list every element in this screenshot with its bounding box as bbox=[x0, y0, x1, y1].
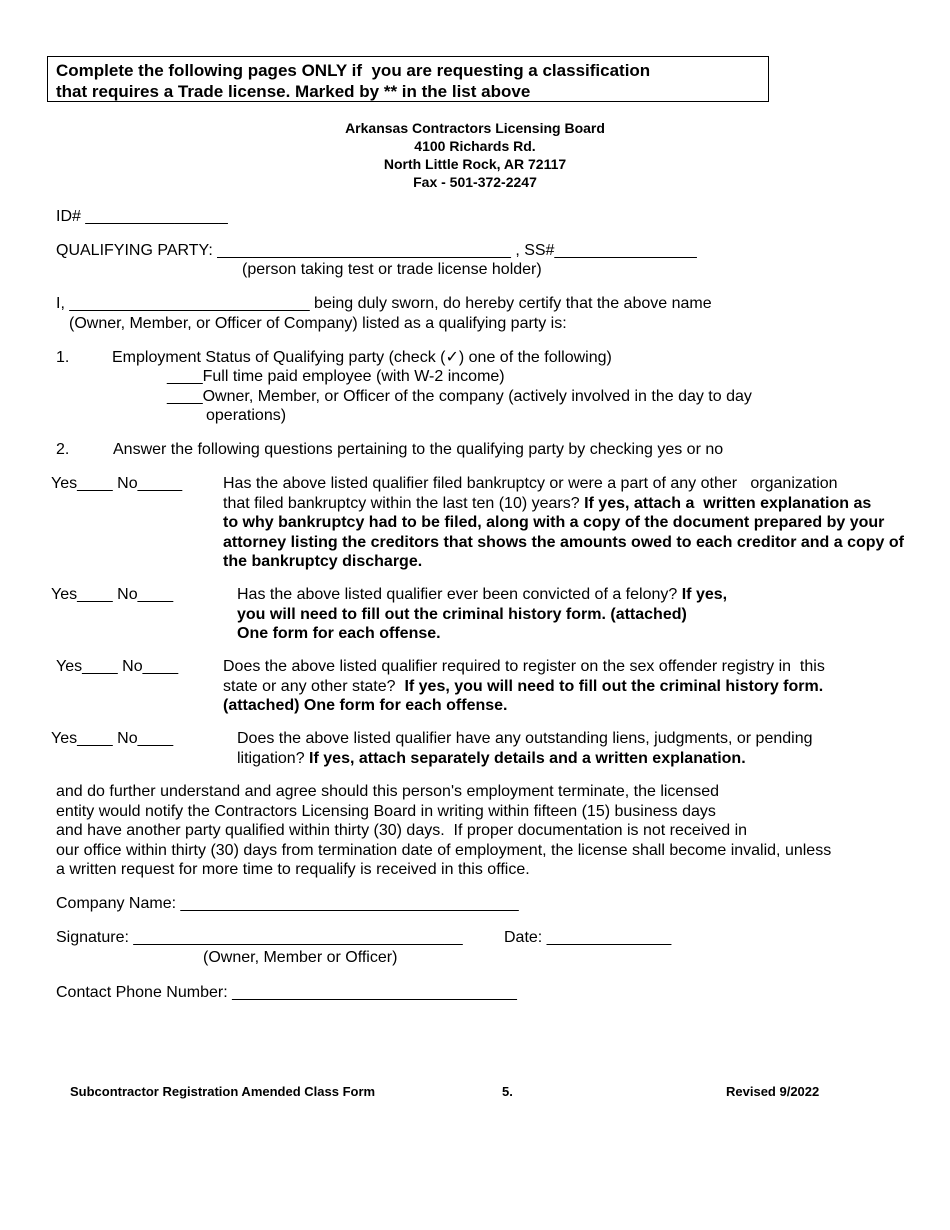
q3-yes-no[interactable]: Yes____ No____ bbox=[56, 658, 179, 675]
item-1-number: 1. bbox=[56, 349, 70, 366]
qualifying-party-note: (person taking test or trade license holder) bbox=[242, 261, 542, 278]
board-street: 4100 Richards Rd. bbox=[414, 138, 536, 154]
q1-line-1: Has the above listed qualifier filed bankruptcy or were a part of any other organization bbox=[223, 475, 838, 492]
q2-line-3: One form for each offense. bbox=[237, 625, 441, 642]
q1-line-5: the bankruptcy discharge. bbox=[223, 553, 423, 570]
id-field[interactable]: ID# ________________ bbox=[56, 208, 228, 225]
notice-line-1: Complete the following pages ONLY if you are requesting a classification bbox=[56, 61, 651, 80]
q4-line-2 bbox=[237, 749, 746, 768]
q2-line-2: you will need to fill out the criminal history form. (attached) bbox=[237, 606, 687, 623]
agreement-line-4: our office within thirty (30) days from termination date of employment, the license shall become invalid, unless bbox=[56, 842, 832, 859]
qualifying-party-field[interactable]: QUALIFYING PARTY: _________________________________ , SS#________________ bbox=[56, 242, 697, 259]
item-2-text: Answer the following questions pertaining to the qualifying party by checking yes or no bbox=[113, 441, 724, 458]
date-field[interactable]: Date: ______________ bbox=[504, 929, 672, 946]
q2-yes-no[interactable]: Yes____ No____ bbox=[51, 586, 174, 603]
q2-line-1-bold: If yes, bbox=[681, 586, 728, 603]
agreement-line-5: a written request for more time to requalify is received in this office. bbox=[56, 861, 530, 878]
signature-field[interactable]: Signature: _____________________________________ bbox=[56, 929, 463, 946]
signature-note: (Owner, Member or Officer) bbox=[203, 949, 398, 966]
option-owner-cont: operations) bbox=[206, 407, 287, 424]
q1-line-4: attorney listing the creditors that shows the amounts owed to each creditor and a copy of bbox=[223, 534, 904, 551]
q1-yes-no[interactable]: Yes____ No_____ bbox=[51, 475, 183, 492]
q1-line-3: to why bankruptcy had to be filed, along with a copy of the document prepared by your bbox=[223, 514, 885, 531]
footer-form-title: Subcontractor Registration Amended Class Form bbox=[70, 1084, 376, 1099]
q4-yes-no[interactable]: Yes____ No____ bbox=[51, 730, 174, 747]
certify-line-2: (Owner, Member, or Officer of Company) listed as a qualifying party is: bbox=[69, 315, 567, 332]
footer-page-number: 5. bbox=[502, 1084, 513, 1099]
company-name-field[interactable]: Company Name: ______________________________________ bbox=[56, 895, 519, 912]
agreement-line-2: entity would notify the Contractors Licensing Board in writing within fifteen (15) business days bbox=[56, 803, 716, 820]
board-fax: Fax - 501-372-2247 bbox=[413, 174, 537, 190]
q1-line-2-text: that filed bankruptcy within the last ten (10) years? bbox=[223, 495, 585, 512]
board-city: North Little Rock, AR 72117 bbox=[383, 156, 567, 172]
q4-line-2-bold: If yes, attach separately details and a written explanation. bbox=[309, 750, 746, 767]
option-owner[interactable]: ____Owner, Member, or Officer of the company (actively involved in the day to day bbox=[167, 388, 752, 405]
notice-box bbox=[47, 56, 769, 102]
q1-line-2 bbox=[223, 494, 871, 513]
q3-line-2-bold: If yes, you will need to fill out the criminal history form. bbox=[404, 678, 824, 695]
q3-line-2-text: state or any other state? bbox=[223, 678, 405, 695]
item-2-number: 2. bbox=[56, 441, 70, 458]
notice-line-2: that requires a Trade license. Marked by ** in the list above bbox=[56, 82, 531, 101]
board-name: Arkansas Contractors Licensing Board bbox=[345, 120, 605, 136]
footer-revised: Revised 9/2022 bbox=[726, 1084, 820, 1099]
q3-line-3: (attached) One form for each offense. bbox=[223, 697, 508, 714]
agreement-line-1: and do further understand and agree should this person's employment terminate, the licensed bbox=[56, 783, 720, 800]
agreement-line-3: and have another party qualified within thirty (30) days. If proper documentation is not received in bbox=[56, 822, 748, 839]
q4-line-2-text: litigation? bbox=[237, 750, 310, 767]
item-1-text: Employment Status of Qualifying party (check (✓) one of the following) bbox=[112, 349, 612, 366]
q2-line-1-text: Has the above listed qualifier ever been convicted of a felony? bbox=[237, 586, 682, 603]
q2-line-1 bbox=[237, 585, 727, 604]
q3-line-2 bbox=[223, 677, 823, 696]
option-full-time[interactable]: ____Full time paid employee (with W-2 income) bbox=[167, 368, 505, 385]
certify-line-1[interactable]: I, ___________________________ being duly sworn, do hereby certify that the above name bbox=[56, 295, 712, 312]
q3-line-1: Does the above listed qualifier required to register on the sex offender registry in this bbox=[223, 658, 825, 675]
q4-line-1: Does the above listed qualifier have any outstanding liens, judgments, or pending bbox=[237, 730, 813, 747]
contact-phone-field[interactable]: Contact Phone Number: ________________________________ bbox=[56, 984, 517, 1001]
q1-line-2-bold: If yes, attach a written explanation as bbox=[584, 495, 872, 512]
